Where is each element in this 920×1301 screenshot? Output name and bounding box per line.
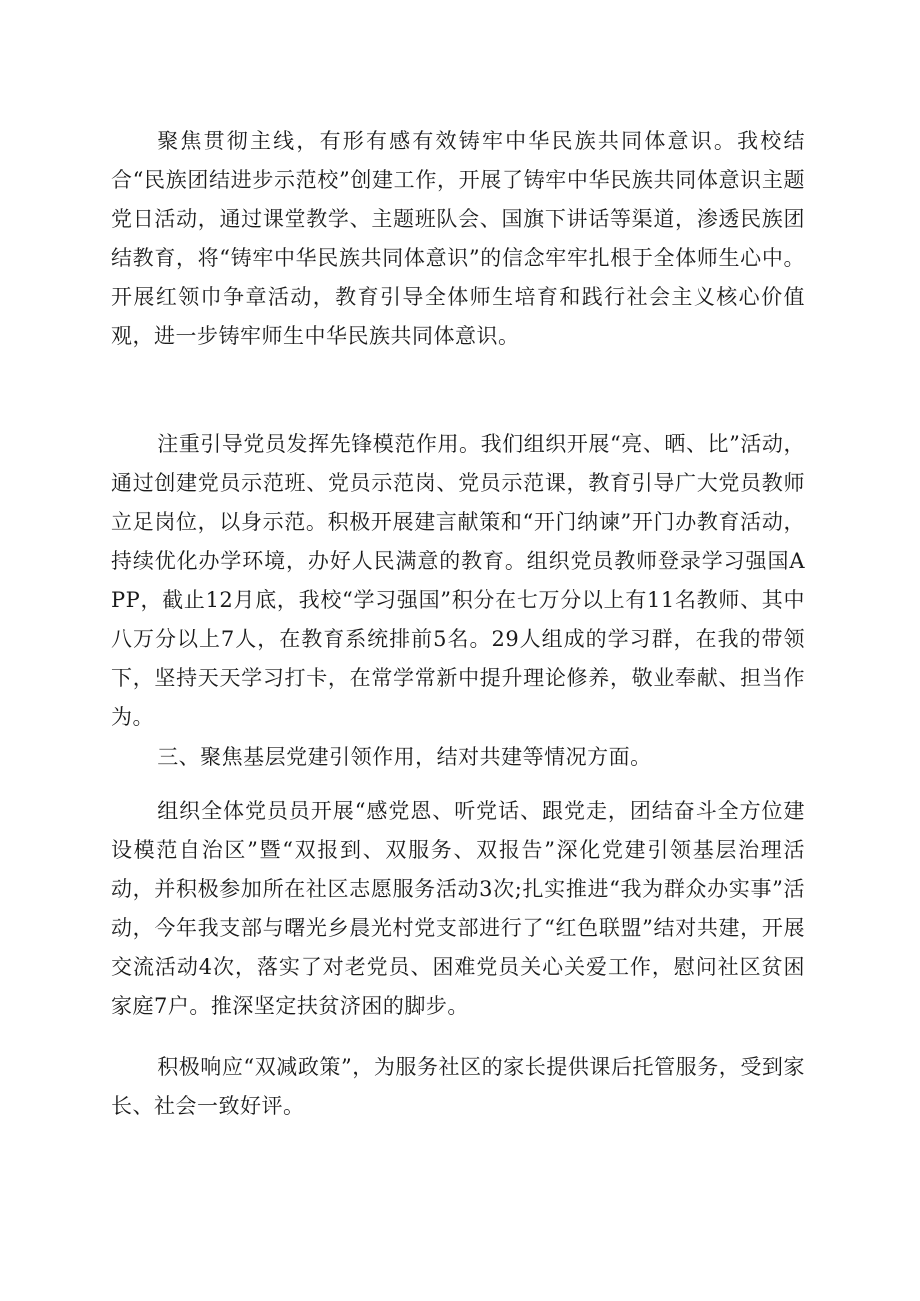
paragraph-community-service xyxy=(111,792,805,1026)
section-heading-three xyxy=(111,738,805,777)
paragraph-ethnic-unity xyxy=(111,122,805,356)
paragraph-text: 注重引导党员发挥先锋模范作用。我们组织开展“亮、晒、比”活动，通过创建党员示范班、党员示范岗、党员示范课，教育引导广大党员教师立足岗位，以身示范。积极开展建言献策和“开门纳谏”开门办教育活动，持续优化办学环境，办好人民满意的教育。组织党员教师登录学习强国APP，截止12月底，我校“学习强国”积分在七万分以上有11名教师、其中八万分以上7人，在教育系统排前5名。29人组成的学习群，在我的带领下，坚持天天学习打卡，在常学常新中提升理论修养，敬业奉献、担当作为。 xyxy=(111,432,805,729)
paragraph-party-member-role xyxy=(111,425,805,737)
paragraph-text: 聚焦贯彻主线，有形有感有效铸牢中华民族共同体意识。我校结合“民族团结进步示范校”创建工作，开展了铸牢中华民族共同体意识主题党日活动，通过课堂教学、主题班队会、国旗下讲话等渠道，渗透民族团结教育，将“铸牢中华民族共同体意识”的信念牢牢扎根于全体师生心中。开展红领巾争章活动，教育引导全体师生培育和践行社会主义核心价值观，进一步铸牢师生中华民族共同体意识。 xyxy=(111,129,805,348)
paragraph-double-reduction xyxy=(111,1048,805,1126)
paragraph-text: 组织全体党员员开展“感党恩、听党话、跟党走，团结奋斗全方位建设模范自治区”暨“双报到、双服务、双报告”深化党建引领基层治理活动，并积极参加所在社区志愿服务活动3次;扎实推进“我为群众办实事”活动，今年我支部与曙光乡晨光村党支部进行了“红色联盟”结对共建，开展交流活动4次，落实了对老党员、困难党员关心关爱工作，慰问社区贫困家庭7户。推深坚定扶贫济困的脚步。 xyxy=(111,799,805,1018)
paragraph-text: 积极响应“双减政策”，为服务社区的家长提供课后托管服务，受到家长、社会一致好评。 xyxy=(111,1055,805,1118)
heading-text: 三、聚焦基层党建引领作用，结对共建等情况方面。 xyxy=(157,745,652,769)
